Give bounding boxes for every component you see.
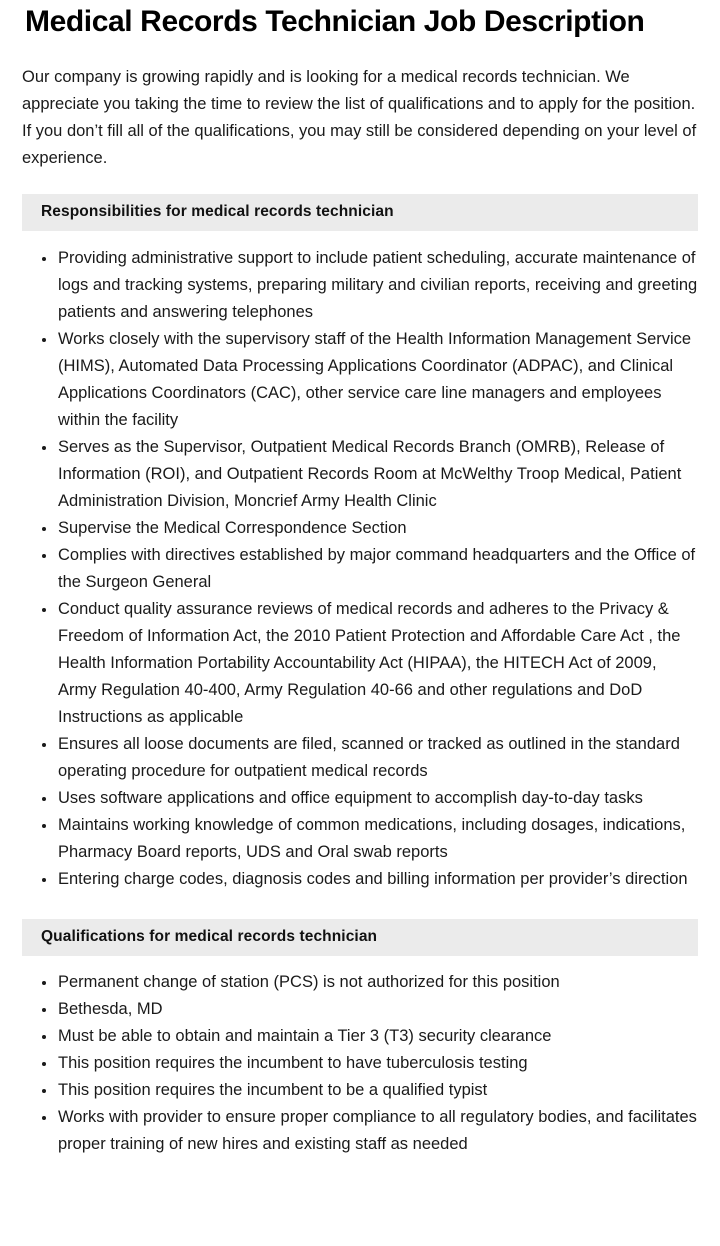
intro-paragraph: Our company is growing rapidly and is looking for a medical records technician. We appreciate you taking the time to review the list of qualifications and to apply for the position. If you don’t fill all of the qualifications, you may still be considered depending on your level of experience.	[22, 67, 697, 167]
list-item: Uses software applications and office equipment to accomplish day-to-day tasks	[22, 785, 698, 812]
responsibilities-list	[22, 231, 698, 893]
list-item: Bethesda, MD	[22, 996, 698, 1023]
section-responsibilities	[22, 194, 698, 893]
list-item: Works closely with the supervisory staff of the Health Information Management Service (HIMS), Automated Data Processing Applications Coordinator (ADPAC), and Clinical Applications Coordinators (CAC), other service care line managers and employees within the facility	[22, 326, 698, 434]
qualifications-list	[22, 956, 698, 1158]
list-item: Complies with directives established by major command headquarters and the Office of the Surgeon General	[22, 542, 698, 596]
list-item: Providing administrative support to include patient scheduling, accurate maintenance of logs and tracking systems, preparing military and civilian reports, receiving and greeting patients and answering telephones	[22, 245, 698, 326]
list-item: Works with provider to ensure proper compliance to all regulatory bodies, and facilitates proper training of new hires and existing staff as needed	[22, 1104, 698, 1158]
section-qualifications	[22, 919, 698, 1158]
section-header-label: Responsibilities for medical records technician	[41, 203, 394, 220]
list-item: This position requires the incumbent to be a qualified typist	[22, 1077, 698, 1104]
list-item: Entering charge codes, diagnosis codes and billing information per provider’s direction	[22, 866, 698, 893]
list-item: Permanent change of station (PCS) is not authorized for this position	[22, 969, 698, 996]
section-header-responsibilities	[22, 194, 698, 231]
list-item: Serves as the Supervisor, Outpatient Medical Records Branch (OMRB), Release of Information (ROI), and Outpatient Records Room at McWelthy Troop Medical, Patient Administration Division, Moncrief Army Health Clinic	[22, 434, 698, 515]
list-item: Ensures all loose documents are filed, scanned or tracked as outlined in the standard operating procedure for outpatient medical records	[22, 731, 698, 785]
list-item: This position requires the incumbent to have tuberculosis testing	[22, 1050, 698, 1077]
page-title: Medical Records Technician Job Description	[25, 5, 645, 38]
list-item: Conduct quality assurance reviews of medical records and adheres to the Privacy & Freedom of Information Act, the 2010 Patient Protection and Affordable Care Act , the Health Information Portability Accountability Act (HIPAA), the HITECH Act of 2009, Army Regulation 40-400, Army Regulation 40-66 and other regulations and DoD Instructions as applicable	[22, 596, 698, 731]
list-item: Must be able to obtain and maintain a Tier 3 (T3) security clearance	[22, 1023, 698, 1050]
list-item: Maintains working knowledge of common medications, including dosages, indications, Pharmacy Board reports, UDS and Oral swab reports	[22, 812, 698, 866]
list-item: Supervise the Medical Correspondence Section	[22, 515, 698, 542]
section-header-label: Qualifications for medical records technician	[41, 928, 378, 945]
section-header-qualifications	[22, 919, 698, 956]
